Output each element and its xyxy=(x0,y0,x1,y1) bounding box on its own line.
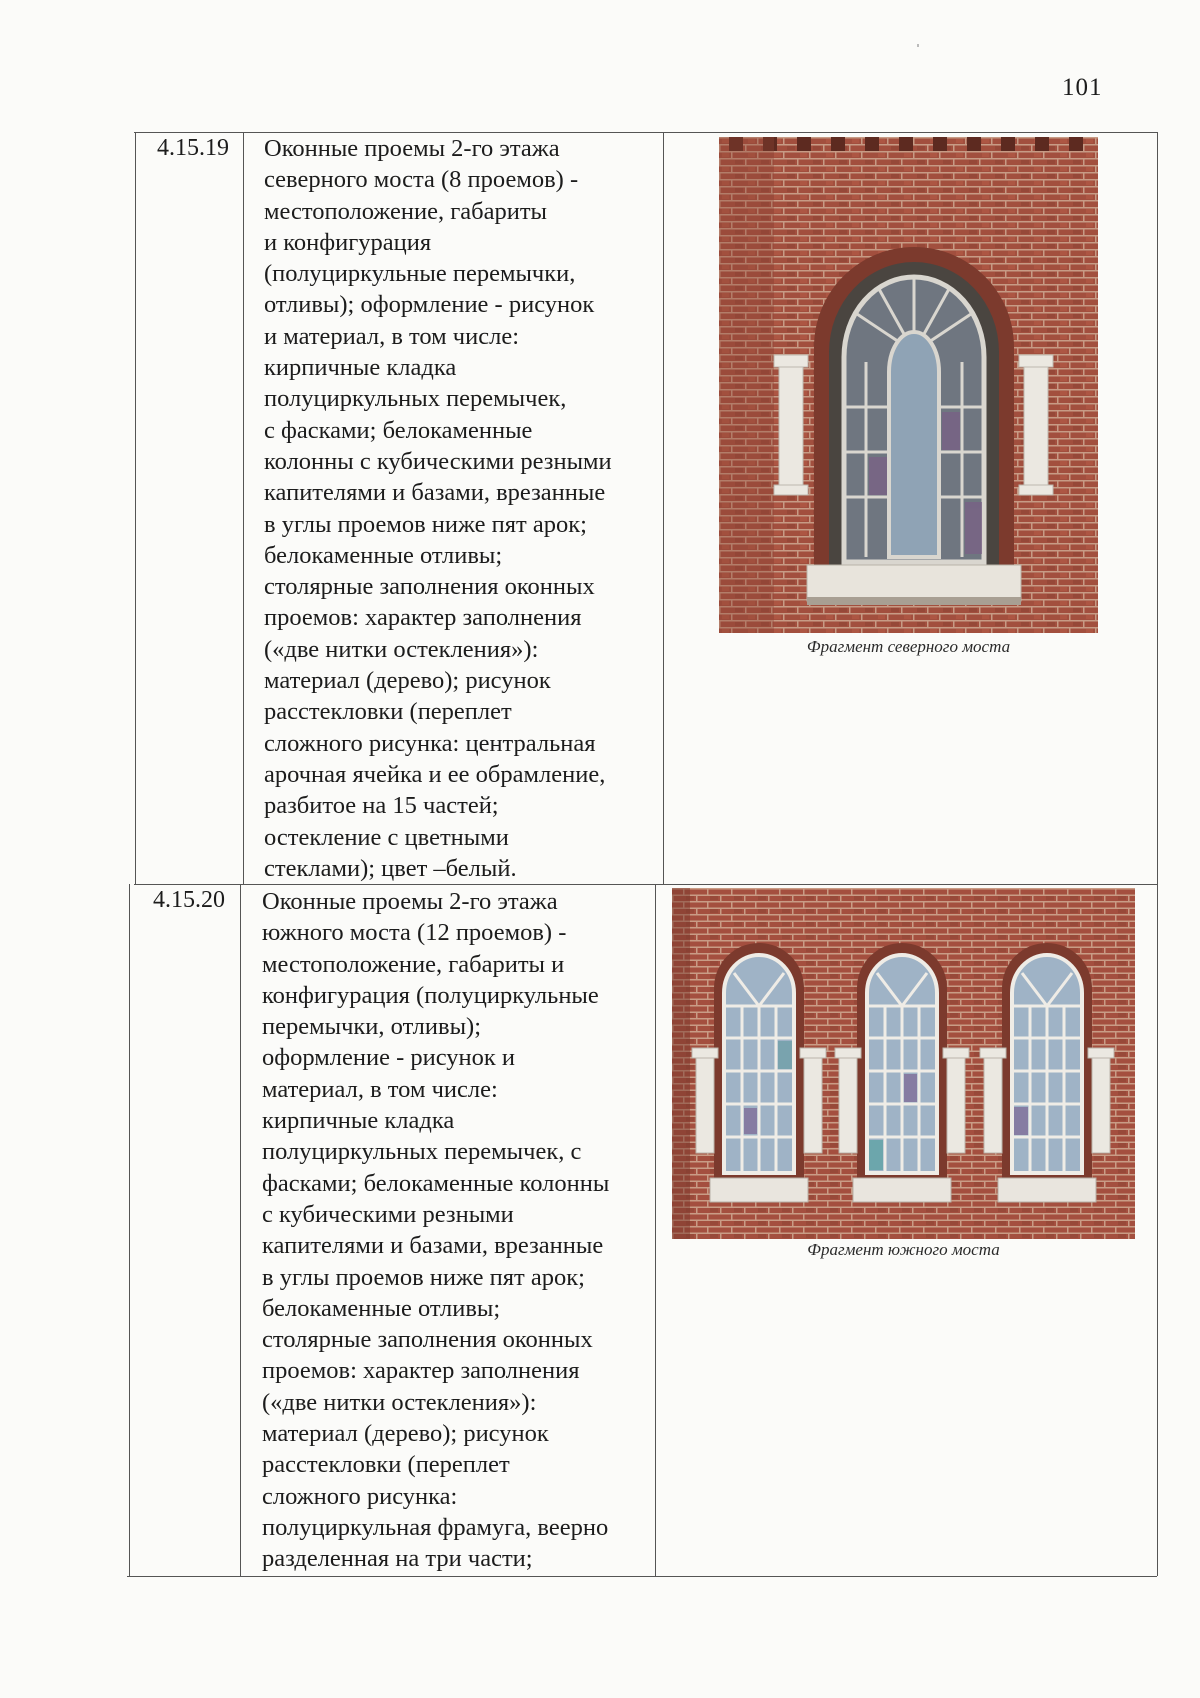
scan-speck xyxy=(917,44,919,47)
table-border xyxy=(129,884,130,1576)
table-border xyxy=(240,884,241,1576)
table-border xyxy=(127,1576,1157,1577)
south-bridge-photo xyxy=(672,888,1135,1239)
table-border xyxy=(135,132,136,884)
north-bridge-photo xyxy=(719,137,1098,633)
table-border xyxy=(1157,884,1158,1576)
page-number: 101 xyxy=(1062,74,1103,101)
row-description: Оконные проемы 2-го этажа северного моста (8 проемов) - местоположение, габариты и конфигурация (полуциркульные перемычки, отливы); оформление - рисунок и материал, в том числе: кирпичные кладка полуциркульных перемычек, с фасками; белокаменные колонны с кубическими резными капителями и базами, врезанные в углы проемов ниже пят арок; белокаменные отливы; столярные заполнения оконных проемов: характер заполнения («две нитки остекления»): материал (дерево); рисунок расстекловки (переплет сложного рисунка: центральная арочная ячейка и ее обрамление, разбитое на 15 частей; остекление с цветными стеклами); цвет –белый. xyxy=(264,135,612,882)
row-number: 4.15.20 xyxy=(153,887,225,913)
photo-caption: Фрагмент южного моста xyxy=(807,1240,1000,1259)
table-border xyxy=(663,132,664,884)
row-description: Оконные проемы 2-го этажа южного моста (12 проемов) - местоположение, габариты и конфигурация (полуциркульные перемычки, отливы); оформление - рисунок и материал, в том числе: кирпичные кладка полуциркульных перемычек, с фасками; белокаменные колонны с кубическими резными капителями и базами, врезанные в углы проемов ниже пят арок; белокаменные отливы; столярные заполнения оконных проемов: характер заполнения («две нитки остекления»): материал (дерево); рисунок расстекловки (переплет сложного рисунка: полуциркульная фрамуга, веерно разделенная на три части; xyxy=(262,888,610,1573)
table-border xyxy=(243,132,244,884)
table-border xyxy=(1157,132,1158,884)
photo-caption: Фрагмент северного моста xyxy=(806,637,1011,656)
row-number: 4.15.19 xyxy=(157,135,229,161)
table-border xyxy=(655,884,656,1576)
